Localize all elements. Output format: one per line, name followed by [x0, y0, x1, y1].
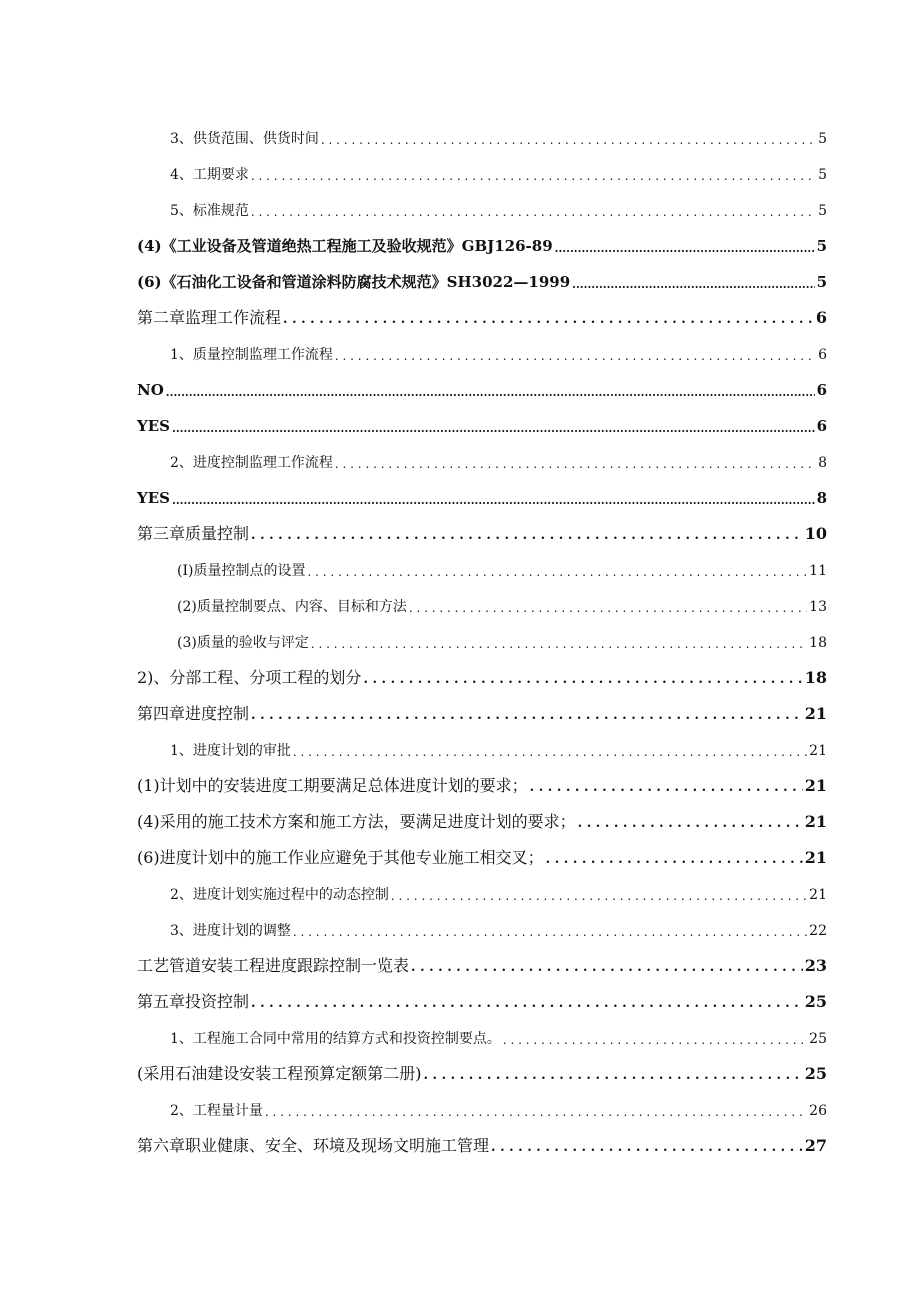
toc-leader-dots [251, 508, 803, 542]
toc-page-number: 22 [809, 923, 827, 939]
toc-leader-dots [491, 1120, 803, 1154]
toc-entry[interactable] [137, 508, 827, 542]
toc-entry[interactable] [137, 652, 827, 686]
toc-page-number: 21 [804, 704, 827, 723]
toc-page-number: 5 [816, 237, 827, 255]
toc-entry-label: (4)采用的施工技术方案和施工方法，要满足进度计划的要求； [137, 812, 576, 831]
toc-leader-dots [530, 760, 803, 794]
toc-entry-label: 2、进度计划实施过程中的动态控制 [170, 887, 389, 903]
toc-page-number: 11 [809, 563, 827, 579]
toc-page-number: 25 [804, 992, 827, 1011]
toc-entry[interactable] [137, 220, 827, 254]
toc-page-number: 5 [818, 203, 827, 219]
toc-leader-dots [251, 148, 816, 182]
toc-entry-label: (2)质量控制要点、内容、目标和方法 [177, 599, 407, 615]
toc-entry-label: 2)、分部工程、分项工程的划分 [137, 668, 362, 687]
toc-leader-dots [409, 580, 807, 614]
toc-entry-label: 4、工期要求 [170, 167, 249, 183]
toc-entry[interactable] [137, 580, 827, 614]
toc-page-number: 6 [816, 381, 827, 399]
toc-leader-dots [311, 616, 807, 650]
toc-leader-dots [572, 256, 814, 290]
toc-page-number: 8 [816, 489, 827, 507]
toc-entry[interactable] [137, 436, 827, 470]
toc-leader-dots [578, 796, 803, 830]
toc-entry[interactable] [137, 724, 827, 758]
toc-entry[interactable] [137, 472, 827, 506]
toc-leader-dots [424, 1048, 803, 1082]
toc-entry[interactable] [137, 544, 827, 578]
toc-entry-label: 3、进度计划的调整 [170, 923, 291, 939]
toc-entry[interactable] [137, 688, 827, 722]
toc-entry[interactable] [137, 904, 827, 938]
toc-page-number: 6 [815, 308, 827, 327]
toc-entry[interactable] [137, 364, 827, 398]
toc-page-number: 10 [804, 524, 827, 543]
toc-page-number: 25 [804, 1064, 827, 1083]
toc-leader-dots [251, 976, 803, 1010]
toc-entry[interactable] [137, 112, 827, 146]
toc-leader-dots [251, 688, 803, 722]
toc-page-number: 6 [818, 347, 827, 363]
toc-entry[interactable] [137, 760, 827, 794]
toc-entry[interactable] [137, 1048, 827, 1082]
toc-entry[interactable] [137, 976, 827, 1010]
toc-leader-dots [251, 184, 816, 218]
toc-entry-label: 第五章投资控制 [137, 992, 250, 1011]
toc-entry-label: 第二章监理工作流程 [137, 308, 282, 327]
toc-page-number: 23 [804, 956, 827, 975]
toc-leader-dots [411, 940, 803, 974]
toc-page-number: 8 [818, 455, 827, 471]
toc-page-number: 21 [809, 743, 827, 759]
toc-page-number: 5 [816, 273, 827, 291]
toc-entry-label: 2、工程量计量 [170, 1103, 263, 1119]
toc-entry-label: YES [137, 489, 170, 507]
toc-entry-label: 1、工程施工合同中常用的结算方式和投资控制要点。 [170, 1031, 501, 1047]
toc-page-number: 13 [809, 599, 827, 615]
toc-entry-label: (1)计划中的安装进度工期要满足总体进度计划的要求； [137, 776, 528, 795]
toc-entry[interactable] [137, 832, 827, 866]
toc-entry-label: 第四章进度控制 [137, 704, 250, 723]
toc-entry-label: 3、供货范围、供货时间 [170, 131, 319, 147]
toc-entry[interactable] [137, 148, 827, 182]
toc-entry-label: (3)质量的验收与评定 [177, 635, 309, 651]
toc-entry-label: 第六章职业健康、安全、环境及现场文明施工管理 [137, 1136, 490, 1155]
toc-entry[interactable] [137, 292, 827, 326]
toc-page-number: 6 [816, 417, 827, 435]
toc-leader-dots [363, 652, 802, 686]
toc-entry[interactable] [137, 616, 827, 650]
toc-page-number: 5 [818, 167, 827, 183]
toc-page-number: 18 [809, 635, 827, 651]
toc-leader-dots [293, 724, 807, 758]
toc-page-number: 21 [804, 776, 827, 795]
toc-page-number: 21 [809, 887, 827, 903]
toc-leader-dots [283, 292, 814, 326]
toc-entry-label: (I)质量控制点的设置 [177, 563, 306, 579]
toc-entry[interactable] [137, 256, 827, 290]
toc-entry[interactable] [137, 1084, 827, 1118]
toc-entry[interactable] [137, 796, 827, 830]
toc-leader-dots [321, 112, 816, 146]
toc-leader-dots [335, 328, 816, 362]
toc-entry-label: YES [137, 417, 170, 435]
toc-leader-dots [391, 868, 807, 902]
toc-entry-label: 2、进度控制监理工作流程 [170, 455, 333, 471]
toc-leader-dots [307, 544, 807, 578]
toc-entry-label: 第三章质量控制 [137, 524, 250, 543]
toc-entry[interactable] [137, 868, 827, 902]
toc-entry[interactable] [137, 940, 827, 974]
toc-leader-dots [503, 1012, 807, 1046]
toc-entry-label: 1、质量控制监理工作流程 [170, 347, 333, 363]
toc-leader-dots [166, 364, 815, 398]
toc-entry-label: (6)进度计划中的施工作业应避免于其他专业施工相交叉； [137, 848, 544, 867]
toc-entry[interactable] [137, 1120, 827, 1154]
toc-entry-label: (6)《石油化工设备和管道涂料防腐技术规范》SH3022—1999 [137, 273, 571, 291]
toc-leader-dots [555, 220, 815, 254]
toc-page-number: 21 [804, 848, 827, 867]
toc-leader-dots [172, 472, 815, 506]
toc-page-number: 18 [804, 668, 827, 687]
toc-leader-dots [265, 1084, 807, 1118]
toc-leader-dots [335, 436, 816, 470]
toc-page-number: 5 [818, 131, 827, 147]
toc-entry-label: (4)《工业设备及管道绝热工程施工及验收规范》GBJ126-89 [137, 237, 553, 255]
toc-page-number: 21 [804, 812, 827, 831]
toc-entry-label: 5、标准规范 [170, 203, 249, 219]
toc-entry[interactable] [137, 400, 827, 434]
toc-page-number: 27 [804, 1136, 827, 1155]
toc-leader-dots [172, 400, 815, 434]
toc-entry[interactable] [137, 1012, 827, 1046]
toc-leader-dots [546, 832, 803, 866]
toc-page-number: 26 [809, 1103, 827, 1119]
toc-entry[interactable] [137, 184, 827, 218]
toc-entry-label: NO [137, 381, 164, 399]
toc-entry[interactable] [137, 328, 827, 362]
toc-entry-label: 1、进度计划的审批 [170, 743, 291, 759]
toc-page-number: 25 [809, 1031, 827, 1047]
toc-leader-dots [293, 904, 807, 938]
toc-entry-label: (采用石油建设安装工程预算定额第二册) [137, 1064, 422, 1083]
toc-entry-label: 工艺管道安装工程进度跟踪控制一览表 [137, 956, 410, 975]
